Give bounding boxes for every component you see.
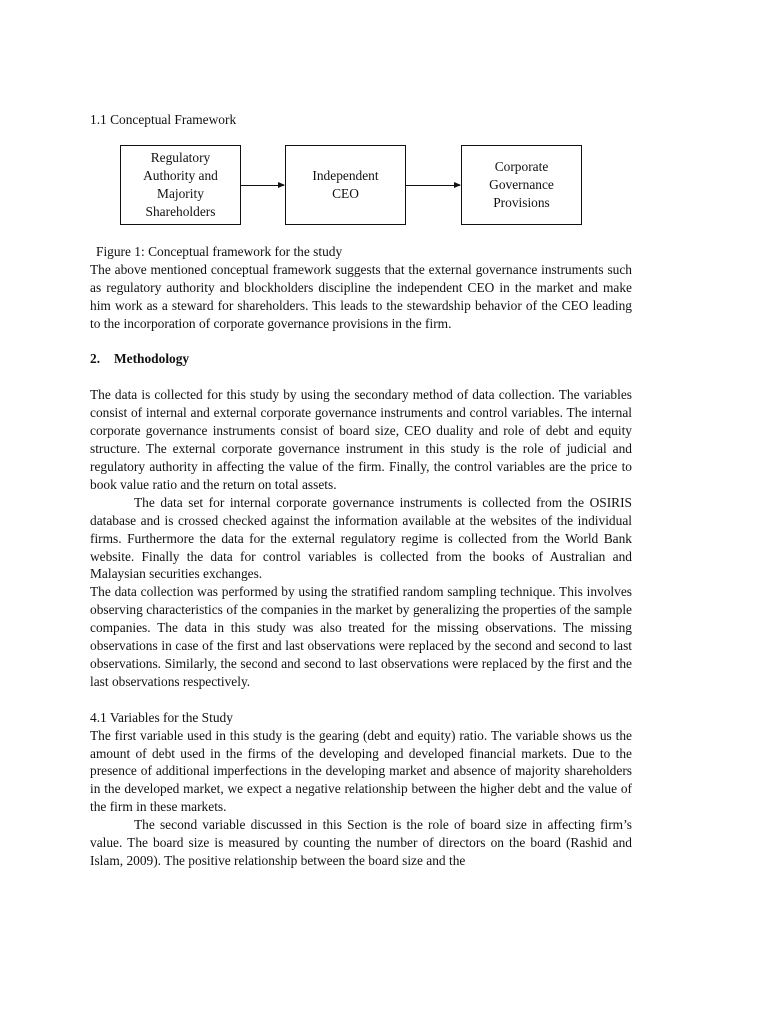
diagram-box-independent-ceo <box>285 145 406 225</box>
document-body <box>90 111 632 870</box>
diagram-box-regulatory-authority <box>120 145 241 225</box>
diagram-arrow-to-provisions <box>406 185 460 186</box>
section-heading-methodology <box>90 350 632 368</box>
paragraph-methodology-3: The data collection was performed by using the stratified random sampling technique. This involves observing characteristics of the companies in the market by generalizing the properties of the sample companies. The data in this study was also treated for the missing observations. The missing observations in case of the first and last observations were replaced by the second and second to last observations. Similarly, the second and second to last observations were replaced by the first and the last observations respectively. <box>90 584 632 689</box>
diagram-arrow-to-ceo <box>241 185 284 186</box>
diagram-box-governance-provisions-label: Corporate Governance Provisions <box>489 159 554 210</box>
section-number: 2. <box>90 351 101 367</box>
figure-caption: Figure 1: Conceptual framework for the study <box>96 243 343 259</box>
paragraph-methodology-2: The data set for internal corporate governance instruments is collected from the OSIRIS database and is crossed checked against the information available at the websites of the individual firms. Furthermore the data for the external regulatory regime is collected from the World Bank website. Finally the data for control variables is collected from the books of Australian and Malaysian securities exchanges. <box>90 494 632 582</box>
section-title: Methodology <box>114 351 190 367</box>
paragraph-variables-2: The second variable discussed in this Section is the role of board size in affecting firm’s value. The board size is measured by counting the number of directors on the board (Rashid and Islam, 2009). The positive relationship between the board size and the <box>90 817 632 868</box>
paragraph-methodology-1: The data is collected for this study by using the secondary method of data collection. The variables consist of internal and external corporate governance instruments and control variables. The internal corporate governance instruments consist of board size, CEO duality and role of debt and equity structure. The external corporate governance instrument in this study is the role of judicial and regulatory authority in affecting the value of the firm. Finally, the control variables are the price to book value ratio and the return on total assets. <box>90 387 632 492</box>
diagram-box-independent-ceo-label: Independent CEO <box>312 168 379 201</box>
conceptual-framework-diagram <box>90 145 632 243</box>
diagram-box-governance-provisions <box>461 145 582 225</box>
paragraph-variables-1: The first variable used in this study is the gearing (debt and equity) ratio. The variable shows us the amount of debt used in the firms of the developing and developed financial markets. Due to the presence of additional imperfections in the developing market and absence of majority shareholders in the developed market, we expect a negative relationship between the higher debt and the value of the firm in these markets. <box>90 727 632 815</box>
section-heading-variables: 4.1 Variables for the Study <box>90 709 233 725</box>
paragraph-framework: The above mentioned conceptual framework suggests that the external governance instruments such as regulatory authority and blockholders discipline the independent CEO in the market and make him work as a steward for shareholders. This leads to the stewardship behavior of the CEO leading to the incorporation of corporate governance provisions in the firm. <box>90 261 632 331</box>
diagram-box-regulatory-authority-label: Regulatory Authority and Majority Shareholders <box>143 150 218 219</box>
section-heading-conceptual-framework: 1.1 Conceptual Framework <box>90 112 237 127</box>
